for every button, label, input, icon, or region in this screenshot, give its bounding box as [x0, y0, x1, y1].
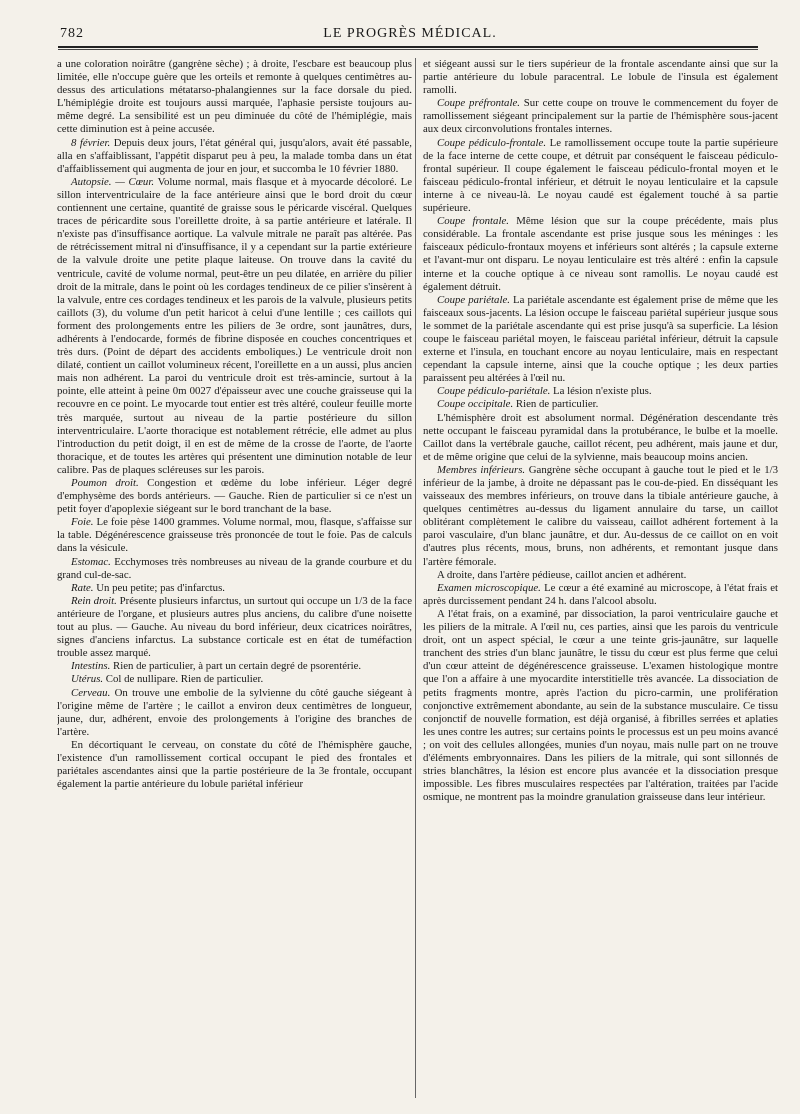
- section-heading: 8 février.: [71, 136, 111, 149]
- page-header: [60, 26, 760, 44]
- paragraph: [57, 176, 412, 477]
- paragraph: [57, 58, 412, 137]
- paragraph-text: Col de nullipare. Rien de particulier.: [103, 673, 264, 686]
- section-heading: Coupe pédiculo-frontale.: [437, 136, 547, 149]
- paragraph-text: A l'état frais, on a examiné, par dissociation, la paroi ventriculaire gauche et les piliers de la mitrale. A l'œil nu, ces parties, ainsi que les parois du ventricule droit, ont un aspect spécial, le cœur a une teinte gris-jaunâtre, sur laquelle tranchent des stries d'un blanc jaunâtre, le tissu du cœur est plus ferme que celui d'un cœur atteint de dégénérescence graisseuse. L'examen histologique montre que l'on a affaire à une myocardite interstitielle très avancée. La dissociation de petits fragments montre, après l'action du picro-carmin, une prolifération conjonctive extrêmement abondante, au sein de la substance musculaire. Ce tissu conjonctif de nouvelle formation, est déjà organisé, à fibrilles serrées et aplaties les unes contre les autres; sur certains points le processus est un peu moins avancé ; on voit des cellules allongées, munies d'un noyau, mais nulle part on ne trouve d'éléments embryonnaires. Dans les piliers de la mitrale, qui sont sillonnés de stries blanchâtres, la lésion est encore plus avancée et la dissociation presque impossible. Les fibres musculaires respectées par l'altération, traitées par l'acide osmique, ne montrent pas la moindre granulation graisseuse dans leur intérieur.: [423, 607, 778, 804]
- header-rule: [58, 46, 758, 48]
- paragraph-text: Volume normal, mais flasque et à myocarde décoloré. Le sillon interventriculaire de la face antérieure ainsi que le bord droit du cœur contiennent une certaine, quantité de graisse sous le péricarde viscéral. Quelques traces de péricardite sous l'oreillette droite, à sa partie antérieure et latérale. Il n'existe pas d'insuffisance aortique. La valvule mitrale ne paraît pas altérée. Pas de rétrécissement mitral ni d'insuffisance, il y a cependant sur la partie extérieure de la valvule droite une petite plaque laiteuse. On trouve dans la cavité du ventricule, cavité de volume normal, peut-être un peu dilatée, en arrière du pilier droit de la mitrale, dans le point où les cordages tendineux de ce pilier s'insèrent à la valvule, entre ces cordages tendineux et les parois de la valvule, plusieurs petits caillots (3), du volume d'un petit haricot à celui d'une lentille ; ces caillots qui forment des prolongements entre les piliers de 3e ordre, sont jaunâtres, durs, adhérents à l'endocarde, formés de fibrine disposée en couches concentriques et très durs. (Point de départ des accidents emboliques.) Le ventricule droit non dilaté, contient un caillot volumineux récent, l'oreillette en a un aussi, plus ancien mais non adhérent. La paroi du ventricule droit est très-amincie, surtout à la pointe, elle atteint à peine 0m 0027 d'épaisseur avec une couche graisseuse qui la recouvre en ce point. Le myocarde tout entier est très altéré, couleur feuille morte très marquée, surtout au niveau de la partie postérieure du sillon interventriculaire. L'aorte thoracique est notablement rétrécie, elle admet au plus l'introduction du petit doigt, il en est de même de la crosse de l'aorte, de l'aorte thoracique, et de toutes les artères qui présentent une diminution notable de leur calibre. Pas de plaques scléreuses sur les parois.: [57, 175, 412, 476]
- paragraph: [423, 608, 778, 804]
- section-heading: Poumon droit.: [71, 477, 139, 489]
- paragraph-text: Rien de particulier, à part un certain degré de psorentérie.: [110, 660, 362, 673]
- paragraph: [57, 516, 412, 555]
- paragraph: [423, 398, 778, 411]
- section-heading: Cerveau.: [71, 686, 111, 699]
- paragraph-text: La pariétale ascendante est également prise de même que les faisceaux sous-jacents. La lésion occupe le faisceau pariétal supérieur jusque sous le sommet de la pariétale ascendante qui est prise jusqu'à sa superficie. La lésion coupe le faisceau pariétal moyen, le faisceau pariétal inférieur, détruit la capsule externe et l'insula, en touchant encore au noyau lenticulaire, mais en respectant cependant la capsule interne, ainsi que la couche optique ; les deux parties paraissent peu altérées à l'œil nu.: [423, 293, 778, 385]
- section-heading: Coupe frontale.: [437, 215, 509, 228]
- paragraph: [57, 673, 412, 686]
- paragraph: [423, 215, 778, 294]
- paragraph: [423, 137, 778, 216]
- paragraph: [57, 137, 412, 176]
- paragraph: [423, 294, 778, 386]
- section-heading: Coupe occipitale.: [437, 398, 514, 411]
- right-column: [423, 58, 778, 1098]
- column-divider: [415, 58, 416, 1098]
- paragraph: [423, 385, 778, 398]
- paragraph: [57, 477, 412, 516]
- section-heading: Foie.: [71, 516, 94, 529]
- section-heading: Utérus.: [71, 673, 104, 686]
- paragraph: [423, 464, 778, 569]
- running-title: LE PROGRÈS MÉDICAL.: [323, 26, 497, 41]
- paragraph: [57, 595, 412, 660]
- section-heading: Autopsie. — Cœur.: [71, 175, 155, 188]
- paragraph: [423, 97, 778, 136]
- paragraph-text: a une coloration noirâtre (gangrène sèche) ; à droite, l'escbare est beaucoup plus limitée, elle n'occupe guère que les orteils et remonte à quelques centimètres au-dessus des articulations métatarso-phalangiennes sur la face dorsale du pied. L'hémiplégie droite est toujours aussi marquée, l'aphasie persiste toujours au-même degré. La sensibilité est un peu diminuée du côté de l'hémiplégie, mais cette diminution est à peine accusée.: [57, 58, 412, 136]
- paragraph-text: Présente plusieurs infarctus, un surtout qui occupe un 1/3 de la face antérieure de l'organe, et plusieurs autres plus anciens, du calibre d'une noisette tout au plus. — Gauche. Au niveau du bord inférieur, deux cicatrices noirâtres, signes d'anciens infarctus. La substance corticale est en état de tuméfaction trouble assez marqué.: [57, 594, 412, 660]
- left-column: [57, 58, 412, 1098]
- paragraph-text: Congestion et œdème du lobe inférieur. Léger degré d'emphysème des bords antérieurs. — Gauche. Rien de particulier si ce n'est un petit foyer d'apoplexie siégeant sur le bord tranchant de la base.: [57, 477, 412, 516]
- paragraph: [423, 569, 778, 582]
- paragraph: [57, 660, 412, 673]
- paragraph-text: et siégeant aussi sur le tiers supérieur de la frontale ascendante ainsi que sur la partie antérieure du lobule paracentral. Le lobule de l'insula est également ramolli.: [423, 58, 778, 97]
- paragraph: [57, 556, 412, 582]
- section-heading: Coupe pariétale.: [437, 293, 510, 306]
- paragraph: [423, 582, 778, 608]
- paragraph-text: L'hémisphère droit est absolument normal. Dégénération descendante très nette occupant le faisceau pyramidal dans la protubérance, le bulbe et la moelle. Caillot dans la vertébrale gauche, caillot récent, peu adhérent, mais jaune et dur, et de même origine que celui de la sylvienne, mais beaucoup moins ancien.: [423, 411, 778, 463]
- paragraph-text: Rien de particulier.: [513, 398, 599, 411]
- paragraph-text: Un peu petite; pas d'infarctus.: [93, 581, 225, 594]
- section-heading: Coupe pédiculo-pariétale.: [437, 385, 551, 398]
- paragraph-text: En décortiquant le cerveau, on constate du côté de l'hémisphère gauche, l'existence d'un ramollissement cortical occupant le pied des frontales et pariétales ascendantes ainsi que la partie postérieure de la 3e frontale, occupant également la partie antérieure du lobule pariétal inférieur: [57, 738, 412, 791]
- header-rule-thin: [58, 49, 758, 50]
- section-heading: Estomac.: [71, 555, 111, 568]
- paragraph: [57, 582, 412, 595]
- paragraph-text: Depuis deux jours, l'état général qui, jusqu'alors, avait été passable, alla en s'affaiblissant, l'appétit disparut peu à peu, la malade tomba dans un état d'affaiblissement qui augmenta de jour en jour, et succomba le 10 février 1880.: [57, 136, 412, 175]
- section-heading: Membres inférieurs.: [437, 463, 526, 476]
- page-number: 782: [60, 26, 84, 41]
- paragraph: [57, 687, 412, 739]
- paragraph: [423, 412, 778, 464]
- section-heading: Intestins.: [71, 660, 111, 673]
- paragraph-text: Gangrène sèche occupant à gauche tout le pied et le 1/3 inférieur de la jambe, à droite ne dépassant pas le cou-de-pied. En disséquant les vaisseaux des membres inférieurs, on trouve dans la tibiale antérieure gauche, à quelques centimètres au-dessus du ligament annulaire du tarse, un caillot oblitérant complètement le calibre du vaisseau, caillot adhérent fortement à la paroi vasculaire, d'un blanc jaunâtre, et dur. Au-dessus de ce caillot on en voit d'autres plus récents, mous, bruns, non adhérents, et remontant jusque dans l'artère fémorale.: [423, 463, 778, 568]
- paragraph-text: Ecchymoses très nombreuses au niveau de la grande courbure et du grand cul-de-sac.: [57, 555, 412, 581]
- section-heading: Rate.: [71, 581, 94, 594]
- paragraph-text: Même lésion que sur la coupe précédente, mais plus considérable. La frontale ascendante est prise jusque sous les méninges : les faisceaux pédiculo-frontaux moyens et inférieurs sont altérés ; la capsule externe et l'avant-mur ont disparu. Le noyau lenticulaire est très altéré : enfin la capsule interne et la couche optique à ce niveau sont ramollis. Le noyau caudé est également détruit.: [423, 215, 778, 293]
- section-heading: Examen microscopique.: [437, 581, 541, 594]
- paragraph-text: Le ramollissement occupe toute la partie supérieure de la face interne de cette coupe, et détruit par conséquent le faisceau pédiculo-frontal supérieur. Il coupe également le faisceau pédiculo-frontal moyen et le faisceau pédiculo-frontal inférieur, et détruit le noyau lenticulaire et la capsule interne à ce niveau-là. Le noyau caudé est également touché à sa partie supérieure.: [423, 136, 778, 215]
- paragraph-text: Le cœur a été examiné au microscope, à l'état frais et après durcissement pendant 24 h. dans l'alcool absolu.: [423, 581, 778, 607]
- paragraph-text: Le foie pèse 1400 grammes. Volume normal, mou, flasque, s'affaisse sur la table. Dégénérescence graisseuse très prononcée de tout le foie. Pas de calculs dans la vésicule.: [57, 516, 412, 555]
- paragraph-text: Sur cette coupe on trouve le commencement du foyer de ramollissement siégeant principalement sur la partie de l'hémisphère sous-jacent aux deux circonvolutions frontales internes.: [423, 97, 778, 136]
- paragraph-text: A droite, dans l'artère pédieuse, caillot ancien et adhérent.: [437, 568, 687, 581]
- paragraph-text: On trouve une embolie de la sylvienne du côté gauche siégeant à l'origine même de l'artère ; le caillot a environ deux centimètres de longueur, jaune, dur, adhérent, envoie des prolongements à l'origine des branches de l'artère.: [57, 686, 412, 738]
- paragraph: [423, 58, 778, 97]
- section-heading: Coupe préfrontale.: [437, 97, 520, 110]
- paragraph-text: La lésion n'existe plus.: [550, 385, 652, 398]
- section-heading: Rein droit.: [71, 594, 117, 607]
- paragraph: [57, 739, 412, 791]
